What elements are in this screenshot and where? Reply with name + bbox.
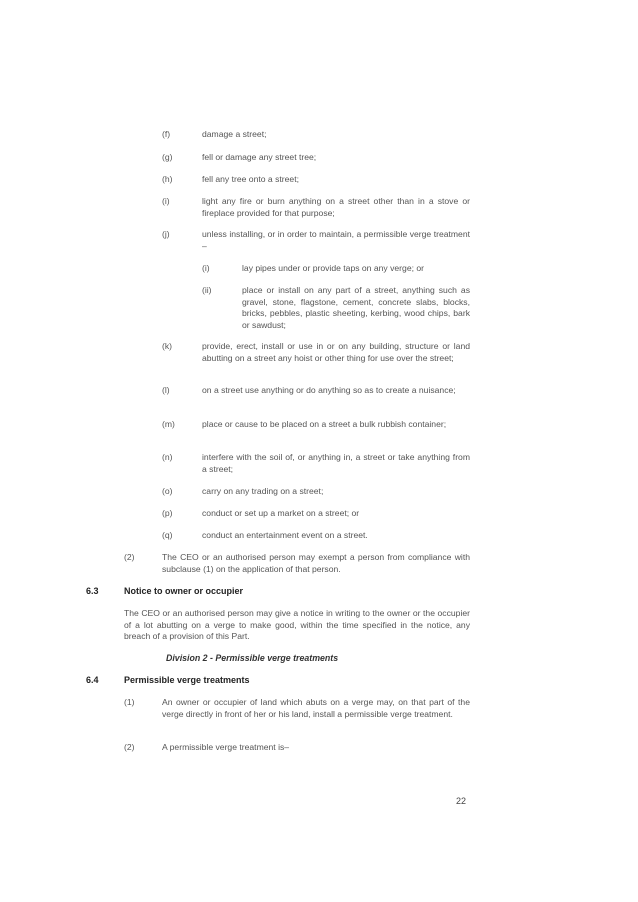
- clause-label: (1): [124, 697, 135, 707]
- clause-label: (2): [124, 742, 135, 752]
- section-heading: Notice to owner or occupier: [124, 586, 244, 596]
- item-label: (i): [162, 196, 170, 206]
- item-label: (g): [162, 152, 173, 162]
- item-text: unless installing, or in order to maintain, a permissible verge treatment –: [202, 229, 470, 251]
- section-body: The CEO or an authorised person may give a notice in writing to the owner or the occupier of a lot abutting on a verge to make good, within the time specified in the notice, any breach of a provision of this Part.: [124, 608, 470, 642]
- clause-text: A permissible verge treatment is–: [162, 742, 290, 752]
- item-text: conduct or set up a market on a street; or: [202, 508, 360, 518]
- subitem-text: lay pipes under or provide taps on any verge; or: [242, 263, 425, 273]
- item-label: (o): [162, 486, 173, 496]
- item-text: place or cause to be placed on a street a bulk rubbish container;: [202, 419, 447, 429]
- section-number: 6.4: [86, 675, 99, 685]
- item-text: provide, erect, install or use in or on any building, structure or land abutting on a street any hoist or other thing for use over the street;: [202, 341, 470, 363]
- item-label: (l): [162, 385, 170, 395]
- item-text: fell any tree onto a street;: [202, 174, 299, 184]
- clause-text: An owner or occupier of land which abuts on a verge may, on that part of the verge directly in front of her or his land, install a permissible verge treatment.: [162, 697, 470, 719]
- item-label: (n): [162, 452, 173, 462]
- item-text: interfere with the soil of, or anything in, a street or take anything from a street;: [202, 452, 470, 474]
- item-text: carry on any trading on a street;: [202, 486, 324, 496]
- clause-text: The CEO or an authorised person may exempt a person from compliance with subclause (1) on the application of that person.: [162, 552, 470, 574]
- item-label: (q): [162, 530, 173, 540]
- item-text: fell or damage any street tree;: [202, 152, 317, 162]
- item-text: damage a street;: [202, 129, 267, 139]
- item-label: (f): [162, 129, 171, 139]
- item-label: (h): [162, 174, 173, 184]
- page-number: 22: [456, 796, 467, 806]
- section-number: 6.3: [86, 586, 99, 596]
- clause-label: (2): [124, 552, 135, 562]
- item-label: (m): [162, 419, 175, 429]
- item-text: on a street use anything or do anything so as to create a nuisance;: [202, 385, 456, 395]
- item-label: (k): [162, 341, 173, 351]
- item-label: (p): [162, 508, 173, 518]
- subitem-text: place or install on any part of a street, anything such as gravel, stone, flagstone, cement, concrete slabs, blocks, bricks, pebbles, plastic sheeting, kerbing, wood chips, bark or sawdust;: [242, 285, 470, 330]
- item-text: conduct an entertainment event on a street.: [202, 530, 368, 540]
- section-heading: Permissible verge treatments: [124, 675, 250, 685]
- division-heading: Division 2 - Permissible verge treatments: [166, 653, 339, 663]
- subitem-label: (i): [202, 263, 210, 273]
- item-label: (j): [162, 229, 170, 239]
- item-text: light any fire or burn anything on a street other than in a stove or fireplace provided for that purpose;: [202, 196, 470, 218]
- subitem-label: (ii): [202, 285, 212, 295]
